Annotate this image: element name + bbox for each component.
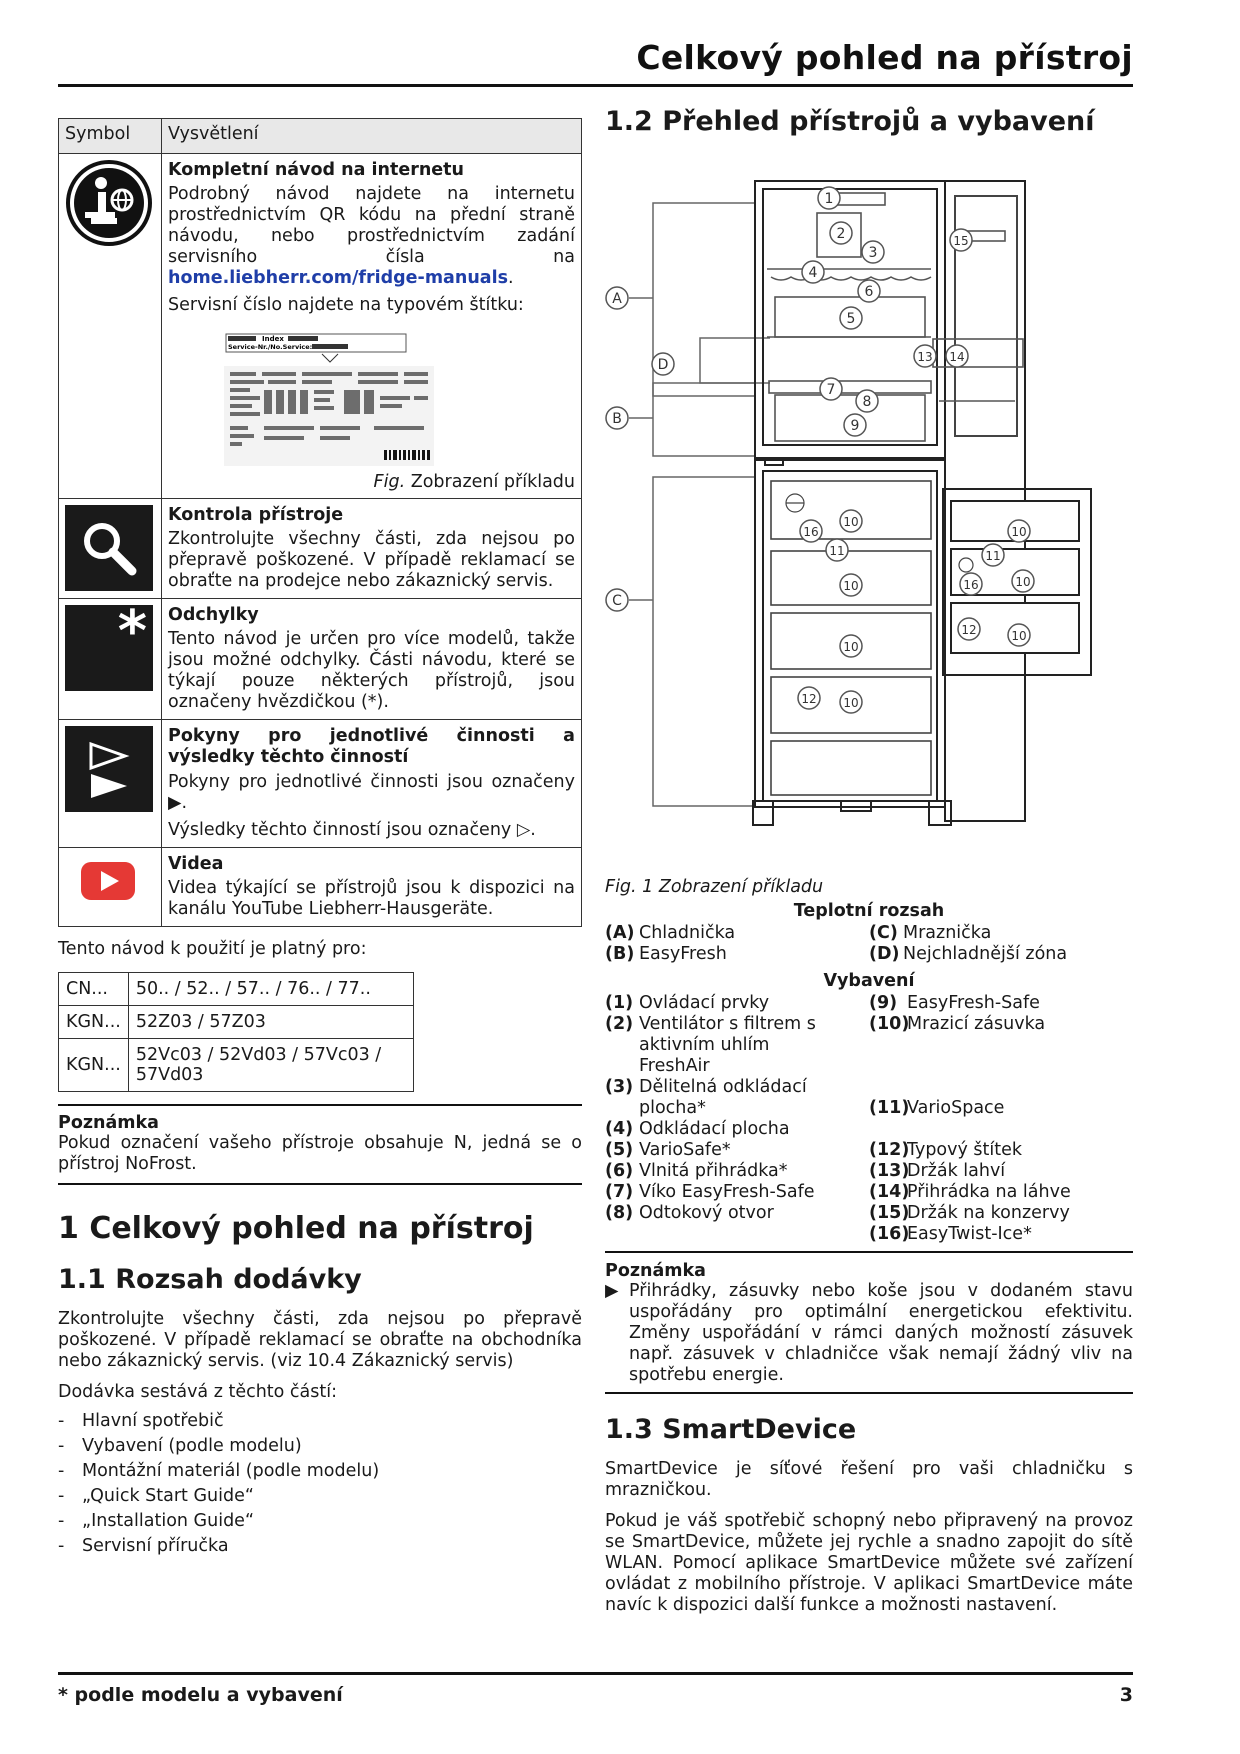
svg-text:15: 15 (953, 234, 969, 248)
section-title: 1 Celkový pohled na přístroj (58, 1211, 534, 1246)
legend-item (869, 1203, 1133, 1224)
symbol-cell (59, 720, 162, 848)
subsection-title: 1.3 SmartDevice (605, 1414, 857, 1445)
plate-index-label: Index (262, 335, 284, 343)
legend-key: (9) (869, 993, 898, 1013)
legend-label: VarioSpace (907, 1098, 1005, 1118)
row-title: Kompletní návod na internetu (168, 160, 464, 180)
model-prefix: CN... (59, 973, 129, 1006)
note-bullet (605, 1281, 1133, 1386)
svg-text:11: 11 (829, 544, 845, 558)
svg-text:B: B (612, 411, 622, 427)
callout-7 (820, 378, 842, 400)
legend-item (605, 1182, 869, 1203)
legend-item (869, 923, 1133, 944)
callout-4 (802, 261, 824, 283)
legend-item (869, 1098, 1133, 1119)
legend-label: EasyFresh-Safe (907, 993, 1040, 1013)
instruction-triangles-icon (65, 726, 153, 812)
manuals-link[interactable]: home.liebherr.com/fridge-manuals (168, 268, 509, 288)
subsection-title: 1.2 Přehled přístrojů a vybavení (605, 106, 1095, 137)
legend-item (605, 944, 869, 965)
running-header-title: Celkový pohled na přístroj (636, 38, 1133, 77)
svg-text:C: C (612, 593, 622, 609)
legend-key: (3) (605, 1077, 634, 1097)
legend-label: Mrazicí zásuvka (907, 1014, 1046, 1034)
row-title: Pokyny pro jednotlivé činnosti a výsledky těchto činností (168, 726, 575, 767)
col-header-symbol: Symbol (59, 119, 162, 154)
svg-text:13: 13 (917, 350, 933, 364)
legend-item (605, 1119, 869, 1140)
equipment-legend-left (605, 993, 869, 1245)
legend-item (605, 1161, 869, 1182)
asterisk-icon: * (65, 605, 153, 691)
legend-key: (13) (869, 1161, 910, 1181)
row-text-end: . (508, 268, 514, 288)
svg-text:D: D (657, 357, 669, 373)
legend-label: Ovládací prvky (639, 993, 770, 1013)
list-item: - „Quick Start Guide“ (58, 1484, 582, 1509)
triangle-bullet-icon: ▶ (605, 1281, 619, 1301)
model-values: 50.. / 52.. / 57.. / 76.. / 77.. (128, 973, 413, 1006)
table-row (59, 599, 582, 720)
legend-key: (4) (605, 1119, 634, 1139)
delivery-list (58, 1409, 582, 1559)
legend-key: (15) (869, 1203, 910, 1223)
legend-label: VarioSafe* (639, 1140, 731, 1160)
legend-item (869, 1161, 1133, 1182)
note-text: Přihrádky, zásuvky nebo koše jsou v dodaném stavu uspořádány pro optimální energetickou efektivitu. Změny uspořádání v rámci daných možností zásuvek např. zásuvek v chladničce však nemají žádný vliv na spotřebu energie. (629, 1281, 1133, 1385)
explanation-cell (162, 848, 582, 927)
legend-label: Dělitelná odkládací plocha* (639, 1077, 807, 1118)
legend-label: Chladnička (639, 923, 736, 943)
svg-text:10: 10 (843, 640, 859, 654)
callout-B (606, 407, 628, 429)
type-plate-illustration (224, 326, 454, 466)
row-text: Videa týkající se přístrojů jsou k dispozici na kanálu YouTube Liebherr-Hausgeräte. (168, 878, 575, 919)
table-row (59, 973, 414, 1006)
legend-heading: Vybavení (823, 971, 915, 991)
legend-item (605, 1140, 869, 1161)
symbol-cell (59, 599, 162, 720)
models-table (58, 972, 414, 1092)
svg-text:9: 9 (850, 418, 860, 434)
svg-text:16: 16 (963, 578, 979, 592)
plate-service-label: Service-Nr./No.Service: (228, 343, 313, 351)
header-rule (58, 84, 1133, 87)
model-values: 52Z03 / 57Z03 (128, 1006, 413, 1039)
legend-item (869, 1014, 1133, 1035)
legend-label: Ventilátor s filtrem s aktivním uhlím FreshAir (639, 1014, 816, 1076)
svg-text:11: 11 (985, 549, 1001, 563)
row-text: Výsledky těchto činností jsou označeny ▷. (168, 820, 536, 840)
list-item: - Vybavení (podle modelu) (58, 1434, 582, 1459)
callout-5 (840, 307, 862, 329)
svg-text:A: A (612, 291, 622, 307)
legend-key: (10) (869, 1014, 910, 1034)
row-text: Tento návod je určen pro více modelů, takže jsou možné odchylky. Části návodu, které se týkají pouze některých přístrojů, jsou označeny hvězdičkou (*). (168, 629, 575, 712)
legend-key: (C) (869, 923, 898, 943)
symbol-cell (59, 154, 162, 499)
figure-caption: Fig. 1 Zobrazení příkladu (605, 877, 824, 897)
smartdevice-text-2: Pokud je váš spotřebič schopný nebo připravený na provoz se SmartDevice, můžete jej rychle a snadno zapojit do sítě WLAN. Pomocí aplikace SmartDevice můžete své zařízení ovládat z mobilního přístroje. V aplikaci SmartDevice máte navíc k dispozici další funkce a možnosti nastavení. (605, 1511, 1133, 1615)
validity-intro: Tento návod k použití je platný pro: (58, 939, 367, 959)
legend-label: Vlnitá přihrádka* (639, 1161, 788, 1181)
legend-item (869, 1140, 1133, 1161)
svg-text:16: 16 (803, 525, 819, 539)
legend-key: (8) (605, 1203, 634, 1223)
smartdevice-text-1: SmartDevice je síťové řešení pro vaši chladničku s mrazničkou. (605, 1459, 1133, 1500)
legend-item (869, 944, 1133, 965)
callout-12 (958, 618, 980, 640)
note-box (605, 1261, 1133, 1386)
table-row (59, 499, 582, 599)
svg-text:4: 4 (808, 265, 818, 281)
svg-text:10: 10 (843, 696, 859, 710)
svg-text:7: 7 (826, 382, 836, 398)
callout-10 (1008, 520, 1030, 542)
equipment-legend-right (869, 993, 1133, 1245)
list-item: - Montážní materiál (podle modelu) (58, 1459, 582, 1484)
figure-caption (168, 472, 575, 492)
model-prefix: KGN... (59, 1006, 129, 1039)
legend-label: Mraznička (903, 923, 992, 943)
legend-label: Odtokový otvor (639, 1203, 774, 1223)
table-row (59, 1039, 414, 1092)
legend-heading: Teplotní rozsah (793, 901, 945, 921)
explanation-cell (162, 499, 582, 599)
svg-text:14: 14 (949, 350, 965, 364)
delivery-text: Zkontrolujte všechny části, zda nejsou po přepravě poškozené. V případě reklamací se obraťte na obchodníka nebo zákaznický servis. (viz 10.4 Zákaznický servis) (58, 1309, 582, 1371)
legend-item (605, 1077, 869, 1119)
explanation-cell (162, 599, 582, 720)
legend-key: (14) (869, 1182, 910, 1202)
callout-1 (818, 187, 840, 209)
callout-9 (844, 414, 866, 436)
callout-C (606, 589, 628, 611)
note-box (58, 1104, 582, 1185)
model-prefix: KGN... (59, 1039, 129, 1092)
legend-key: (12) (869, 1140, 910, 1160)
note-title: Poznámka (605, 1261, 706, 1281)
svg-text:1: 1 (824, 191, 834, 207)
callout-3 (862, 241, 884, 263)
footer-rule (58, 1672, 1133, 1675)
legend-key: (1) (605, 993, 634, 1013)
callout-14 (946, 345, 968, 367)
svg-text:10: 10 (1011, 629, 1027, 643)
note-rule (605, 1392, 1133, 1394)
magnifier-icon (65, 505, 153, 591)
row-text: Zkontrolujte všechny části, zda nejsou po přepravě poškozené. V případě reklamací se obraťte na prodejce nebo zákaznický servis. (168, 529, 575, 591)
legend-rule (605, 1251, 1133, 1253)
legend-label: Držák na konzervy (907, 1203, 1070, 1223)
svg-text:2: 2 (836, 226, 846, 242)
symbol-cell (59, 848, 162, 927)
equipment-legend (605, 993, 1133, 1245)
svg-text:10: 10 (1015, 575, 1031, 589)
callout-10 (840, 510, 862, 532)
legend-item (605, 1203, 869, 1224)
legend-label: Odkládací plocha (639, 1119, 790, 1139)
list-item: - „Installation Guide“ (58, 1509, 582, 1534)
svg-text:10: 10 (843, 515, 859, 529)
callout-11 (982, 544, 1004, 566)
svg-text:12: 12 (801, 692, 817, 706)
svg-text:6: 6 (864, 284, 874, 300)
col-header-explanation: Vysvětlení (162, 119, 582, 154)
symbol-table (58, 118, 582, 927)
right-column (605, 104, 1133, 1616)
callout-8 (856, 390, 878, 412)
delivery-intro: Dodávka sestává z těchto částí: (58, 1382, 338, 1402)
svg-text:10: 10 (1011, 525, 1027, 539)
legend-key: (16) (869, 1224, 910, 1244)
temperature-legend (605, 923, 1133, 965)
svg-text:8: 8 (862, 394, 872, 410)
callout-16 (960, 573, 982, 595)
legend-item (869, 1182, 1133, 1203)
youtube-icon (65, 854, 153, 910)
subsection-title: 1.1 Rozsah dodávky (58, 1264, 362, 1295)
callout-10 (1008, 624, 1030, 646)
row-text: Pokyny pro jednotlivé činnosti jsou označeny ▶. (168, 772, 575, 813)
explanation-cell (162, 154, 582, 499)
legend-key: (7) (605, 1182, 634, 1202)
model-values: 52Vc03 / 52Vd03 / 57Vc03 / 57Vd03 (128, 1039, 413, 1092)
legend-label: EasyFresh (639, 944, 727, 964)
table-row (59, 1006, 414, 1039)
callout-A (606, 287, 628, 309)
fig-text: Zobrazení příkladu (410, 472, 575, 492)
callout-15 (950, 229, 972, 251)
left-column (58, 118, 582, 1559)
legend-key: (2) (605, 1014, 634, 1034)
table-row (59, 720, 582, 848)
row-title: Odchylky (168, 605, 259, 625)
appliance-figure (605, 151, 1133, 871)
page-number: 3 (1119, 1684, 1133, 1706)
legend-item (605, 1014, 869, 1077)
callout-10 (840, 574, 862, 596)
legend-label: Víko EasyFresh-Safe (639, 1182, 815, 1202)
note-text: Pokud označení vašeho přístroje obsahuje N, jedná se o přístroj NoFrost. (58, 1133, 582, 1174)
legend-label: EasyTwist-Ice* (907, 1224, 1032, 1244)
svg-text:10: 10 (843, 579, 859, 593)
callout-11 (826, 539, 848, 561)
legend-item (869, 1224, 1133, 1245)
internet-manual-icon (65, 160, 153, 246)
row-title: Videa (168, 854, 224, 874)
table-row (59, 848, 582, 927)
note-title: Poznámka (58, 1113, 159, 1133)
callout-2 (830, 222, 852, 244)
svg-text:12: 12 (961, 623, 977, 637)
legend-label: Typový štítek (907, 1140, 1023, 1160)
legend-label: Držák lahví (907, 1161, 1006, 1181)
symbol-cell (59, 499, 162, 599)
appliance-diagram (605, 151, 1133, 871)
legend-key: (11) (869, 1098, 910, 1118)
callout-10 (840, 635, 862, 657)
callout-13 (914, 345, 936, 367)
legend-key: (B) (605, 944, 635, 964)
list-item: - Hlavní spotřebič (58, 1409, 582, 1434)
legend-label: Přihrádka na láhve (907, 1182, 1071, 1202)
legend-key: (D) (869, 944, 900, 964)
row-title: Kontrola přístroje (168, 505, 344, 525)
callout-10 (840, 691, 862, 713)
callout-12 (798, 687, 820, 709)
row-text: Podrobný návod najdete na internetu prostřednictvím QR kódu na přední straně návodu, nebo prostřednictvím zadání servisního čísla na (168, 184, 575, 267)
callout-16 (800, 520, 822, 542)
fig-prefix: Fig. (373, 472, 406, 492)
legend-item (869, 993, 1133, 1014)
table-row (59, 154, 582, 499)
legend-key: (5) (605, 1140, 634, 1160)
legend-item (605, 993, 869, 1014)
explanation-cell (162, 720, 582, 848)
svg-text:5: 5 (846, 311, 856, 327)
callout-D (652, 353, 674, 375)
footer-note: * podle modelu a vybavení (58, 1684, 343, 1706)
legend-item (605, 923, 869, 944)
legend-key: (6) (605, 1161, 634, 1181)
svg-text:3: 3 (868, 245, 878, 261)
legend-label: Nejchladnější zóna (903, 944, 1068, 964)
callout-6 (858, 280, 880, 302)
callout-10 (1012, 570, 1034, 592)
row-text: Servisní číslo najdete na typovém štítku: (168, 295, 524, 315)
list-item: - Servisní příručka (58, 1534, 582, 1559)
legend-key: (A) (605, 923, 635, 943)
